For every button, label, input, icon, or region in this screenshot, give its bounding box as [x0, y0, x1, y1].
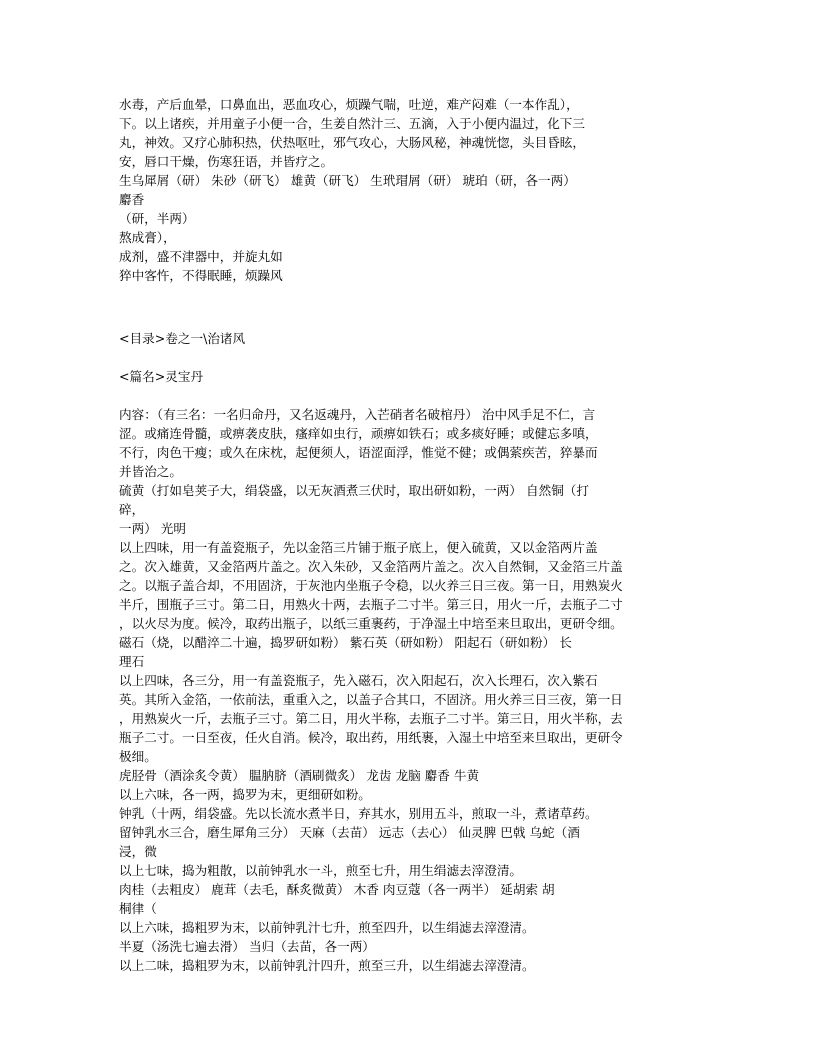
text-line: 理石	[119, 654, 145, 669]
text-line: ，用熟炭火一斤，去瓶子三寸。第二日，用火半称，去瓶子二寸半。第三日，用火半称，去	[119, 711, 623, 726]
text-line: 以上六味，捣粗罗为末，以前钟乳汁七升，煎至四升，以生绢滤去滓澄清。	[119, 920, 535, 935]
text-line: 硫黄（打如皂荚子大，绢袋盛，以无灰酒煮三伏时，取出研如粉，一两） 自然铜（打	[119, 483, 589, 498]
text-line: 生乌犀屑（研） 朱砂（研飞） 雄黄（研飞） 生玳瑁屑（研） 琥珀（研，各一两）	[119, 173, 576, 188]
text-line: 不行，肉色干瘦；或久在床枕，起便须人，语涩面浮，惟觉不健；或偶萦疾苦，猝暴而	[119, 445, 598, 460]
text-line: 虎胫骨（酒涂炙令黄） 腽肭脐（酒刷微炙） 龙齿 龙脑 麝香 牛黄	[119, 768, 480, 783]
text-line: 英。其所入金箔，一依前法，重重入之，以盖子合其口，不固济。用火养三日三夜，第一日	[119, 692, 623, 707]
toc-heading: <目录>卷之一\治诸风	[119, 331, 246, 346]
section-title: <篇名>灵宝丹	[119, 369, 204, 384]
text-line: 一两） 光明	[119, 521, 186, 536]
text-line: 浸，微	[119, 844, 157, 859]
text-line: 磁石（烧，以醋淬二十遍，捣罗研如粉） 紫石英（研如粉） 阳起石（研如粉） 长	[119, 635, 572, 650]
text-line: 肉桂（去粗皮） 鹿茸（去毛，酥炙微黄） 木香 肉豆蔻（各一两半） 延胡索 胡	[119, 882, 555, 897]
text-line: 安，唇口干燥，伤寒狂语，并皆疗之。	[119, 154, 334, 169]
text-line: 之。以瓶子盖合却，不用固济，于灰池内坐瓶子令稳，以火养三日三夜。第一日，用熟炭火	[119, 578, 623, 593]
text-line: 内容：（有三名：一名归命丹，又名返魂丹，入芒硝者名破棺丹） 治中风手足不仁，言	[119, 407, 596, 422]
text-line: 半夏（汤洗七遍去滑） 当归（去苗，各一两）	[119, 939, 375, 954]
text-line: 以上七味，捣为粗散，以前钟乳水一斗，煎至七升，用生绢滤去滓澄清。	[119, 863, 522, 878]
text-line: 以上四味，各三分，用一有盖瓷瓶子，先入磁石，次入阳起石，次入长理石，次入紫石	[119, 673, 598, 688]
text-line: 瓶子二寸。一日至夜，任火自消。候冷，取出药，用纸裹，入湿土中培至来旦取出，更研令	[119, 730, 623, 745]
text-line: 留钟乳水三合，磨生犀角三分） 天麻（去苗） 远志（去心） 仙灵脾 巴戟 乌蛇（酒	[119, 825, 580, 840]
text-line: 成剂，盛不津器中，并旋丸如	[119, 249, 283, 264]
text-line: ，以火尽为度。候冷，取药出瓶子，以纸三重裹药，于净湿土中培至来旦取出，更研令细。	[119, 616, 623, 631]
text-line: 并皆治之。	[119, 464, 182, 479]
text-line: 之。次入雄黄，又金箔两片盖之。次入朱砂，又金箔两片盖之。次入自然铜，又金箔三片盖	[119, 559, 623, 574]
text-line: 下。以上诸疾，并用童子小便一合，生姜自然汁三、五滴，入于小便内温过，化下三	[119, 116, 585, 131]
text-line: 极细。	[119, 749, 157, 764]
text-line: （研，半两）	[119, 211, 195, 226]
text-line: 桐律（	[119, 901, 157, 916]
text-line: 猝中客忤，不得眠睡，烦躁风	[119, 268, 283, 283]
text-line: 熬成膏），	[119, 230, 176, 245]
top-text-block	[119, 95, 679, 285]
text-line: 丸，神效。又疗心肺积热，伏热呕吐，邪气攻心，大肠风秘，神魂恍惚，头目昏眩，	[119, 135, 585, 150]
text-line: 碎，	[119, 502, 145, 517]
text-line: 以上四味，用一有盖瓷瓶子，先以金箔三片铺于瓶子底上，便入硫黄，又以金箔两片盖	[119, 540, 598, 555]
main-text-block	[119, 405, 679, 975]
text-line: 涩。或痛连骨髓，或痹袭皮肤，瘙痒如虫行，顽痹如铁石；或多痰好睡；或健忘多嗔，	[119, 426, 598, 441]
text-line: 钟乳（十两，绢袋盛。先以长流水煮半日，弃其水，别用五斗，煎取一斗，煮诸草药。	[119, 806, 598, 821]
text-line: 以上二味，捣粗罗为末，以前钟乳汁四升，煎至三升，以生绢滤去滓澄清。	[119, 958, 535, 973]
text-line: 麝香	[119, 192, 145, 207]
text-line: 以上六味，各一两，捣罗为末，更细研如粉。	[119, 787, 371, 802]
text-line: 水毒，产后血晕，口鼻血出，恶血攻心，烦躁气喘，吐逆，难产闷难（一本作乱），	[119, 97, 579, 112]
text-line: 半斤，围瓶子三寸。第二日，用熟火十两，去瓶子二寸半。第三日，用火一斤，去瓶子二寸	[119, 597, 623, 612]
